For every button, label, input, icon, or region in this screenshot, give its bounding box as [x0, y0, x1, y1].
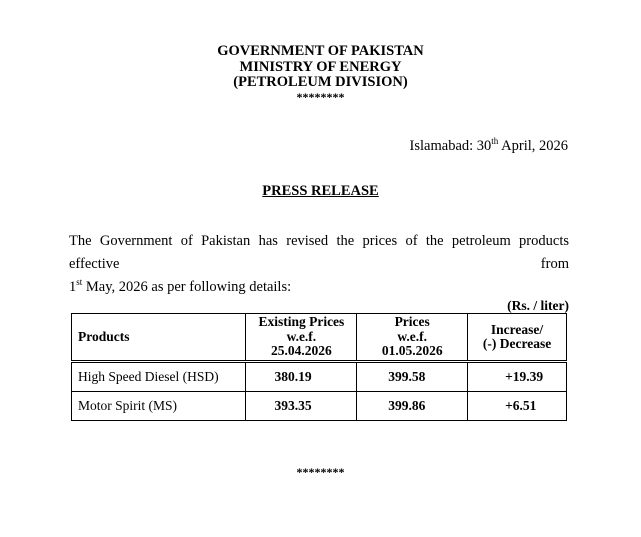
price-table [71, 313, 567, 421]
paragraph-line-2-rest: May, 2026 as per following details: [82, 279, 292, 295]
product-name: Motor Spirit (MS) [72, 392, 246, 421]
header-change-l1: Increase/ [490, 321, 544, 337]
existing-price: 380.19 [246, 362, 357, 392]
paragraph-line-2-sup: st [76, 277, 83, 288]
division-title: (PETROLEUM DIVISION) [233, 74, 408, 90]
header-prices-l2: w.e.f. [397, 328, 427, 344]
header-existing [246, 314, 357, 362]
ministry-title: MINISTRY OF ENERGY [239, 58, 402, 75]
dateline-place: Islamabad: 30 [409, 138, 492, 154]
dateline [410, 138, 568, 155]
letterhead [0, 44, 641, 103]
dateline-rest: April, 2026 [498, 138, 568, 154]
price-change: +19.39 [468, 362, 567, 392]
table-row [72, 362, 567, 392]
product-name: High Speed Diesel (HSD) [72, 362, 246, 392]
paragraph-line-2-pre: 1 [69, 279, 77, 295]
existing-price: 393.35 [246, 392, 357, 421]
header-existing-l2: w.e.f. [286, 328, 317, 344]
header-change [468, 314, 567, 362]
paragraph-line-1: The Government of Pakistan has revised the prices of the petroleum products effective from [69, 233, 569, 272]
body-paragraph [69, 230, 569, 299]
header-products: Products [72, 314, 246, 362]
header-existing-l1: Existing Prices [258, 314, 345, 330]
new-price: 399.58 [357, 362, 468, 392]
header-change-l2: (-) Decrease [482, 336, 552, 351]
header-prices [357, 314, 468, 362]
units-label: (Rs. / liter) [507, 298, 569, 313]
price-change: +6.51 [468, 392, 567, 421]
dateline-sup: th [491, 136, 499, 147]
government-title: GOVERNMENT OF PAKISTAN [217, 43, 424, 59]
table-header-row [72, 314, 567, 362]
header-stars: ******** [296, 89, 345, 104]
press-release-title: PRESS RELEASE [262, 183, 379, 199]
new-price: 399.86 [357, 392, 468, 421]
table-row [72, 392, 567, 421]
header-prices-l1: Prices [394, 314, 430, 330]
header-existing-l3: 25.04.2026 [271, 343, 332, 359]
footer-stars: ******** [296, 465, 345, 479]
header-prices-l3: 01.05.2026 [381, 343, 443, 359]
